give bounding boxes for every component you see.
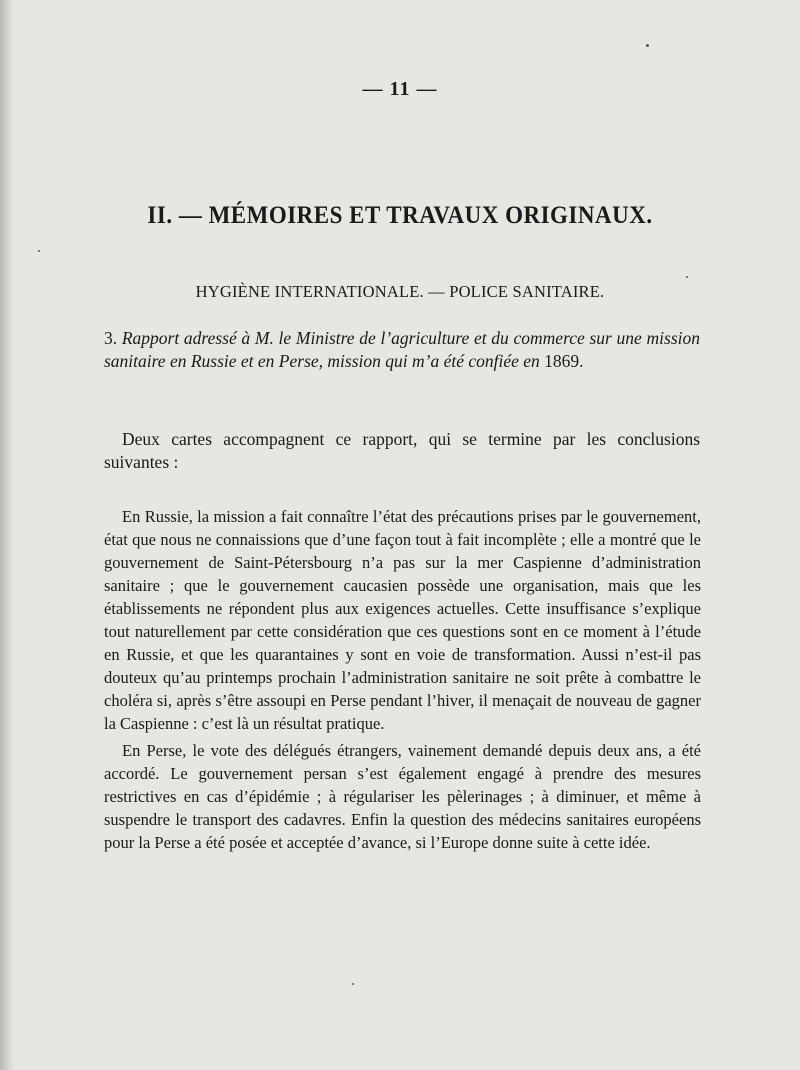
paper-speck: [646, 44, 649, 47]
paper-speck: [38, 250, 40, 252]
paper-speck: [352, 983, 354, 985]
entry-number: 3.: [104, 328, 118, 348]
page-number: — 11 —: [362, 78, 438, 100]
subsection-title: HYGIÈNE INTERNATIONALE. — POLICE SANITAIRE.: [195, 282, 605, 301]
section-title: II. — MÉMOIRES ET TRAVAUX ORIGINAUX.: [147, 200, 653, 229]
conclusion-paragraph-russia: En Russie, la mission a fait connaître l’état des précautions prises par le gouvernement, état que nous ne connaissions que d’une façon tout à fait incomplète ; elle a montré que le gouvernement de Saint-Pétersbourg n’a pas sur la mer Caspienne d’administration sanitaire ; que le gouvernement caucasien possède une organisation, mais que les établissements ne répondent plus aux exigences actuelles. Cette insuffisance s’explique tout naturellement par cette considération que ces questions sont en ce moment à l’étude en Russie, et que les quarantaines y sont en voie de transformation. Aussi n’est-il pas douteux qu’au printemps prochain l’administration sanitaire ne soit prête à combattre le choléra si, après s’être assoupi en Perse pendant l’hiver, il menaçait de nouveau de gagner la Caspienne : c’est là un résultat pratique.: [104, 507, 701, 733]
conclusion-paragraph-persia: En Perse, le vote des délégués étrangers, vainement demandé depuis deux ans, a été accordé. Le gouvernement persan s’est également engagé à prendre des mesures restrictives en cas d’épidémie ; à régulariser les pèlerinages ; à diminuer, et même à suspendre le transport des cadavres. Enfin la question des médecins sanitaires européens pour la Perse a été posée et acceptée d’avance, si l’Europe donne suite à cette idée.: [104, 741, 701, 852]
page-edge-shadow: [0, 0, 14, 1070]
conclusions-block: [104, 505, 701, 854]
intro-paragraph: Deux cartes accompagnent ce rapport, qui se termine par les conclusions suivantes :: [104, 429, 700, 472]
bibliography-entry: [104, 327, 700, 373]
entry-year: 1869.: [544, 351, 584, 371]
paper-speck: [686, 276, 688, 278]
entry-title: Rapport adressé à M. le Ministre de l’agriculture et du commerce sur une mission sanitaire en Russie et en Perse, mission qui m’a été confiée en: [104, 328, 701, 371]
